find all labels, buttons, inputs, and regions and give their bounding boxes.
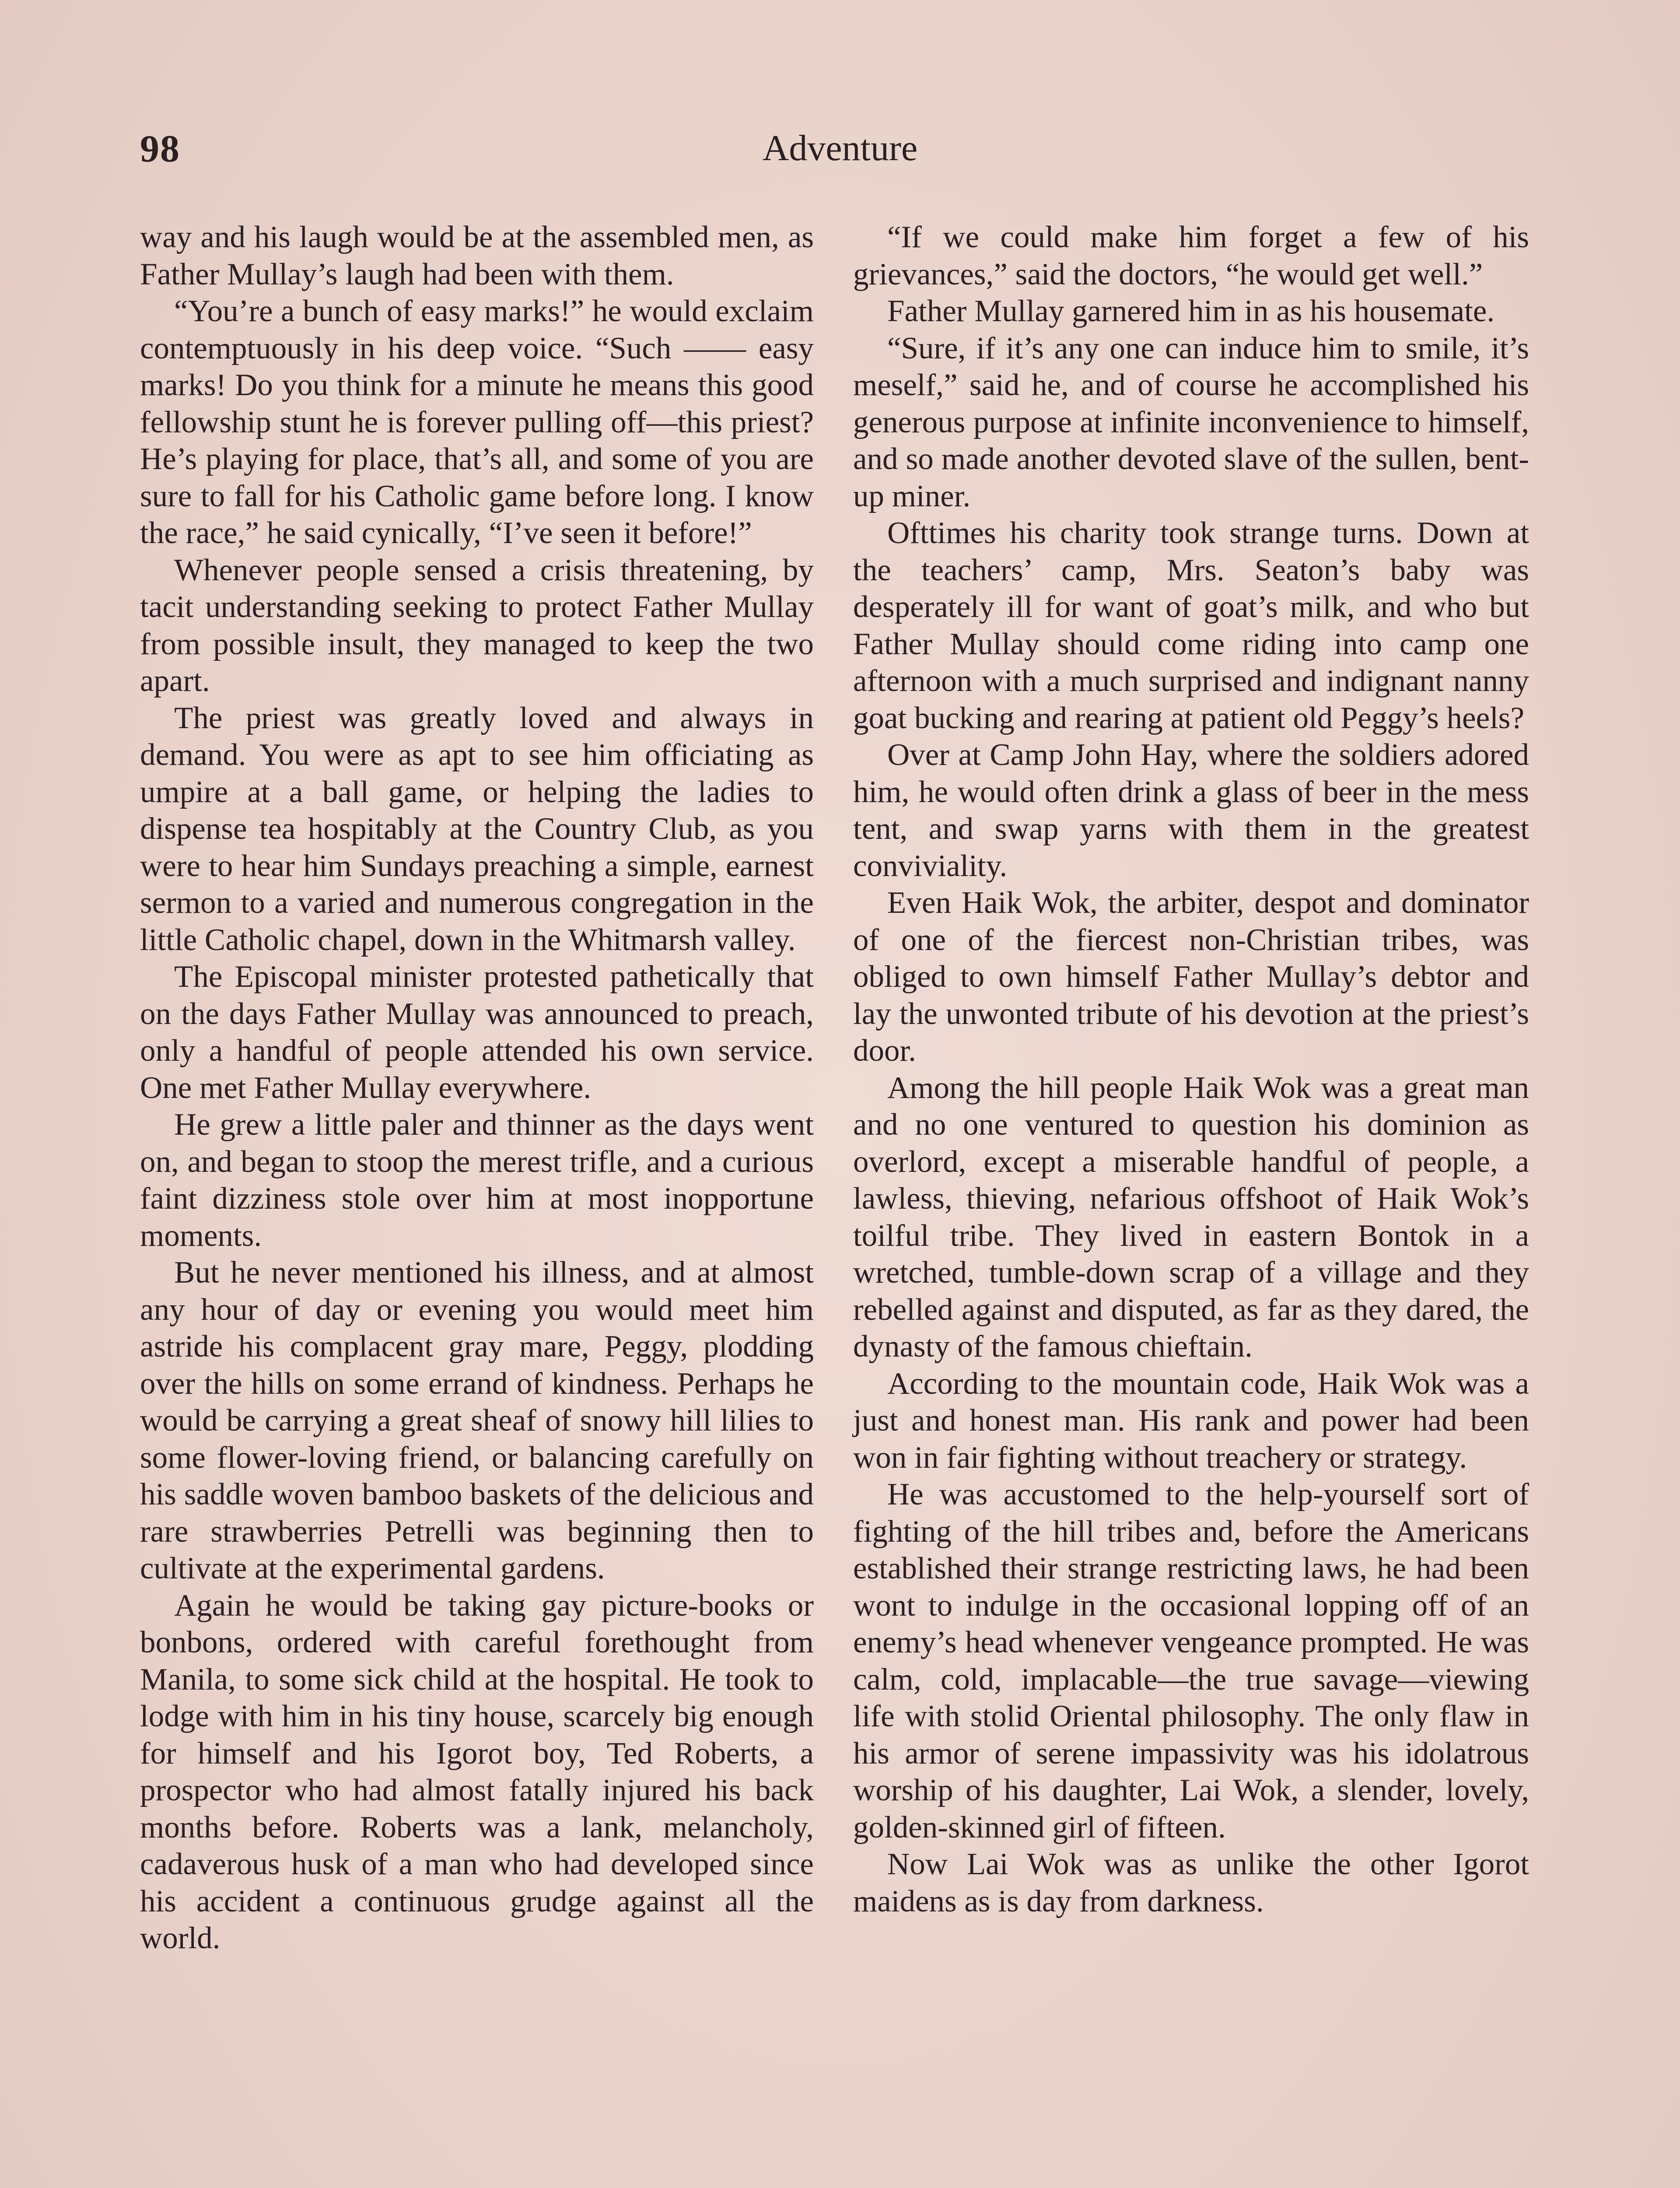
paragraph: Now Lai Wok was as unlike the other Igorot maidens as is day from darkness. [853, 1847, 1529, 1918]
paragraph: Father Mullay garnered him in as his housemate. [887, 294, 1495, 328]
paragraph: He was accustomed to the help-yourself sort of fighting of the hill tribes and, before the Americans established their strange restricting laws, he had been wont to indulge in the occasional lopping off of an enemy’s head whenever vengeance prompted. He was calm, cold, implacable—the true savage—viewing life with stolid Oriental philosophy. The only flaw in his armor of serene impassivity was his idolatrous worship of his daughter, Lai Wok, a slender, lovely, golden-skinned girl of fifteen. [853, 1477, 1529, 1844]
left-text-column [140, 219, 814, 1957]
paragraph: But he never mentioned his illness, and at almost any hour of day or evening you would meet him astride his complacent gray mare, Peggy, plodding over the hills on some errand of kindness. Perhaps he would be carrying a great sheaf of snowy hill lilies to some flower-loving friend, or balancing carefully on his saddle woven bamboo baskets of the delicious and rare strawberries Petrelli was beginning then to cultivate at the experimental gardens. [140, 1255, 814, 1585]
running-title: Adventure [762, 128, 918, 168]
paragraph: “If we could make him forget a few of his grievances,” said the doctors, “he would get well.” [853, 220, 1529, 291]
right-text-column [853, 219, 1529, 1920]
page-number: 98 [140, 128, 180, 170]
paragraph: Over at Camp John Hay, where the soldiers adored him, he would often drink a glass of beer in the mess tent, and swap yarns with them in the greatest conviviality. [853, 738, 1529, 883]
paragraph: Among the hill people Haik Wok was a great man and no one ventured to question his dominion as overlord, except a miserable handful of people, a lawless, thieving, nefarious offshoot of Haik Wok’s toilful tribe. They lived in eastern Bontok in a wretched, tumble-down scrap of a village and they rebelled against and disputed, as far as they dared, the dynasty of the famous chieftain. [853, 1070, 1529, 1364]
paragraph: According to the mountain code, Haik Wok was a just and honest man. His rank and power had been won in fair fighting without treachery or strategy. [853, 1366, 1529, 1475]
paragraph: “You’re a bunch of easy marks!” he would exclaim contemptuously in his deep voice. “Such —— easy marks! Do you think for a minute he means this good fellowship stunt he is forever pulling off—this priest? He’s playing for place, that’s all, and some of you are sure to fall for his Catholic game before long. I know the race,” he said cynically, “I’ve seen it before!” [140, 294, 814, 550]
paragraph: He grew a little paler and thinner as the days went on, and began to stoop the merest trifle, and a curious faint dizziness stole over him at most inopportune moments. [140, 1108, 814, 1253]
paragraph: The priest was greatly loved and always in demand. You were as apt to see him officiating as umpire at a ball game, or helping the ladies to dispense tea hospitably at the Country Club, as you were to hear him Sundays preaching a simple, earnest sermon to a varied and numerous congregation in the little Catholic chapel, down in the Whitmarsh valley. [140, 701, 814, 957]
paragraph: way and his laugh would be at the assembled men, as Father Mullay’s laugh had been with them. [140, 220, 814, 291]
paragraph: “Sure, if it’s any one can induce him to smile, it’s meself,” said he, and of course he accomplished his generous purpose at infinite inconvenience to himself, and so made another devoted slave of the sullen, bent-up miner. [853, 331, 1529, 513]
paragraph: Whenever people sensed a crisis threatening, by tacit understanding seeking to protect Father Mullay from possible insult, they managed to keep the two apart. [140, 553, 814, 698]
paragraph: Ofttimes his charity took strange turns. Down at the teachers’ camp, Mrs. Seaton’s baby was desperately ill for want of goat’s milk, and who but Father Mullay should come riding into camp one afternoon with a much surprised and indignant nanny goat bucking and rearing at patient old Peggy’s heels? [853, 516, 1529, 735]
paragraph: Even Haik Wok, the arbiter, despot and dominator of one of the fiercest non-Christian tribes, was obliged to own himself Father Mullay’s debtor and lay the unwonted tribute of his devotion at the priest’s door. [853, 886, 1529, 1068]
paragraph: The Episcopal minister protested pathetically that on the days Father Mullay was announced to preach, only a handful of people attended his own service. One met Father Mullay everywhere. [140, 960, 814, 1105]
paragraph: Again he would be taking gay picture-books or bonbons, ordered with careful forethought from Manila, to some sick child at the hospital. He took to lodge with him in his tiny house, scarcely big enough for himself and his Igorot boy, Ted Roberts, a prospector who had almost fatally injured his back months before. Roberts was a lank, melancholy, cadaverous husk of a man who had developed since his accident a continuous grudge against all the world. [140, 1588, 814, 1955]
page-header [140, 127, 1540, 188]
